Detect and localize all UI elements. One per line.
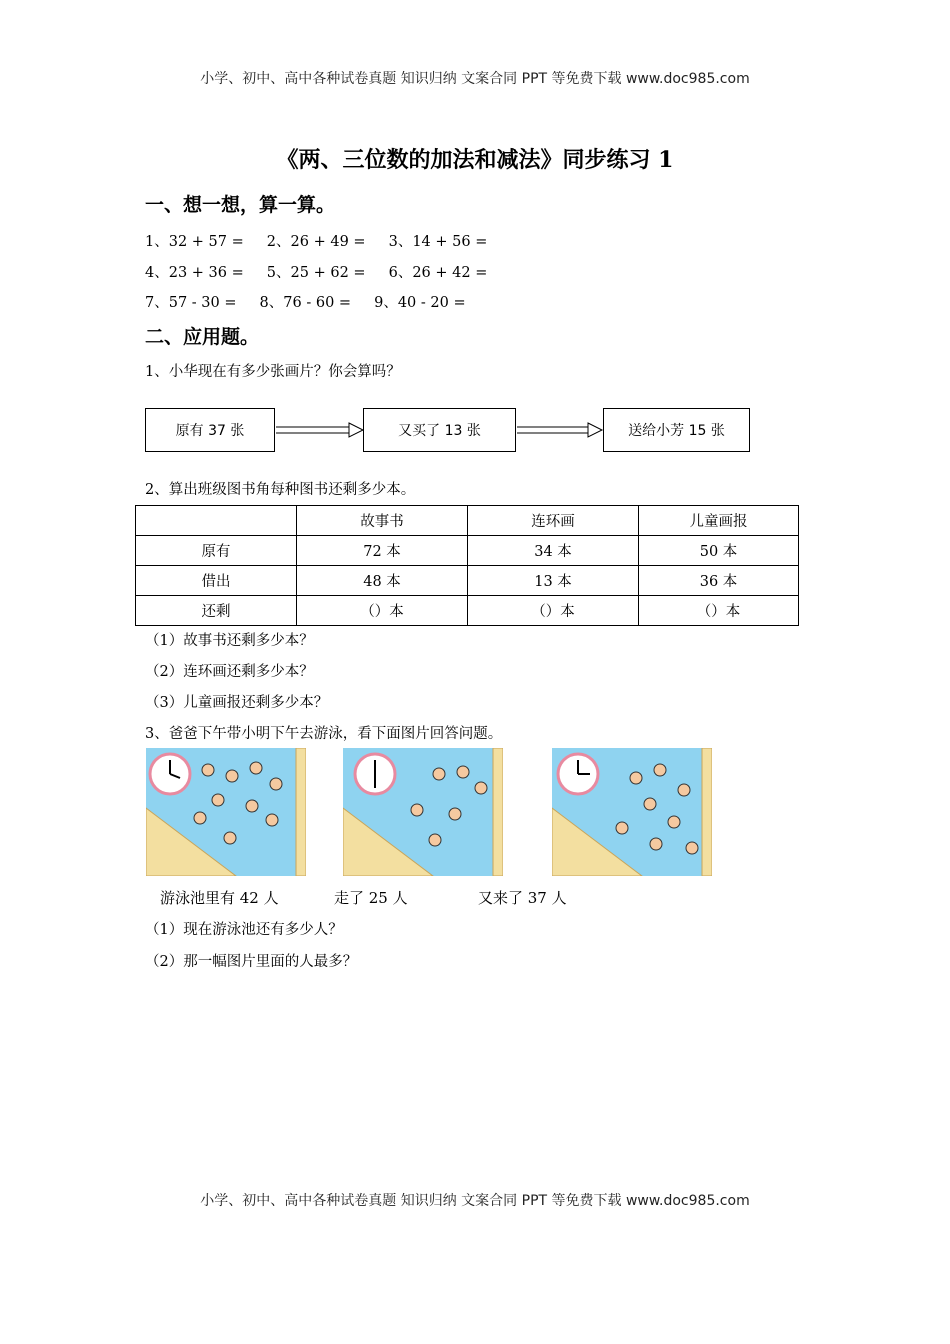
pool-picture-1 [146,748,306,876]
question-2-text: 2、算出班级图书角每种图书还剩多少本。 [145,482,416,498]
sub-question: （2）连环画还剩多少本？ [145,664,314,680]
arithmetic-line: 1、32 + 57 = 2、26 + 49 = 3、14 + 56 = [145,234,488,250]
row-label: 原有 [136,536,297,566]
flow-arrow-1 [275,418,365,442]
sub-question: （1）故事书还剩多少本？ [145,633,314,649]
table-row [136,596,799,626]
pool-caption-2: 走了 25 人 [334,889,408,907]
flow-box-original: 原有 37 张 [145,408,275,452]
flow-box-given: 送给小芳 15 张 [603,408,750,452]
question-3-text: 3、爸爸下午带小明下午去游泳，看下面图片回答问题。 [145,726,503,742]
table-cell: 13 本 [468,566,639,596]
arithmetic-line: 7、57 - 30 = 8、76 - 60 = 9、40 - 20 = [145,295,466,311]
table-header-cell: 故事书 [297,506,468,536]
table-row [136,536,799,566]
row-label: 借出 [136,566,297,596]
sub-question: （3）儿童画报还剩多少本？ [145,695,329,711]
answer-blank-cell: （）本 [297,596,468,626]
answer-blank-cell: （）本 [468,596,639,626]
table-cell: 36 本 [639,566,799,596]
table-cell: 50 本 [639,536,799,566]
pool-picture-3 [552,748,712,876]
table-cell: 34 本 [468,536,639,566]
table-header-cell: 连环画 [468,506,639,536]
pool-caption-1: 游泳池里有 42 人 [160,889,279,907]
table-row [136,566,799,596]
page-title: 《两、三位数的加法和减法》同步练习 1 [276,147,674,173]
answer-blank-cell: （）本 [639,596,799,626]
sub-question: （1）现在游泳池还有多少人？ [145,922,343,938]
section-1-heading: 一、想一想，算一算。 [145,194,336,216]
sub-question: （2）那一幅图片里面的人最多？ [145,954,358,970]
page-header: 小学、初中、高中各种试卷真题 知识归纳 文案合同 PPT 等免费下载 www.doc985.com [200,71,750,87]
table-header-cell: 儿童画报 [639,506,799,536]
section-2-heading: 二、应用题。 [145,326,260,348]
question-1-text: 1、小华现在有多少张画片？你会算吗？ [145,364,401,380]
arithmetic-line: 4、23 + 36 = 5、25 + 62 = 6、26 + 42 = [145,265,488,281]
pool-caption-3: 又来了 37 人 [478,889,567,907]
row-label: 还剩 [136,596,297,626]
flow-box-bought: 又买了 13 张 [363,408,516,452]
table-header-row [136,506,799,536]
table-cell: 72 本 [297,536,468,566]
table-cell [136,506,297,536]
flow-arrow-2 [516,418,606,442]
table-cell: 48 本 [297,566,468,596]
books-table [135,505,799,626]
pool-picture-2 [343,748,503,876]
page-footer: 小学、初中、高中各种试卷真题 知识归纳 文案合同 PPT 等免费下载 www.doc985.com [200,1193,750,1209]
